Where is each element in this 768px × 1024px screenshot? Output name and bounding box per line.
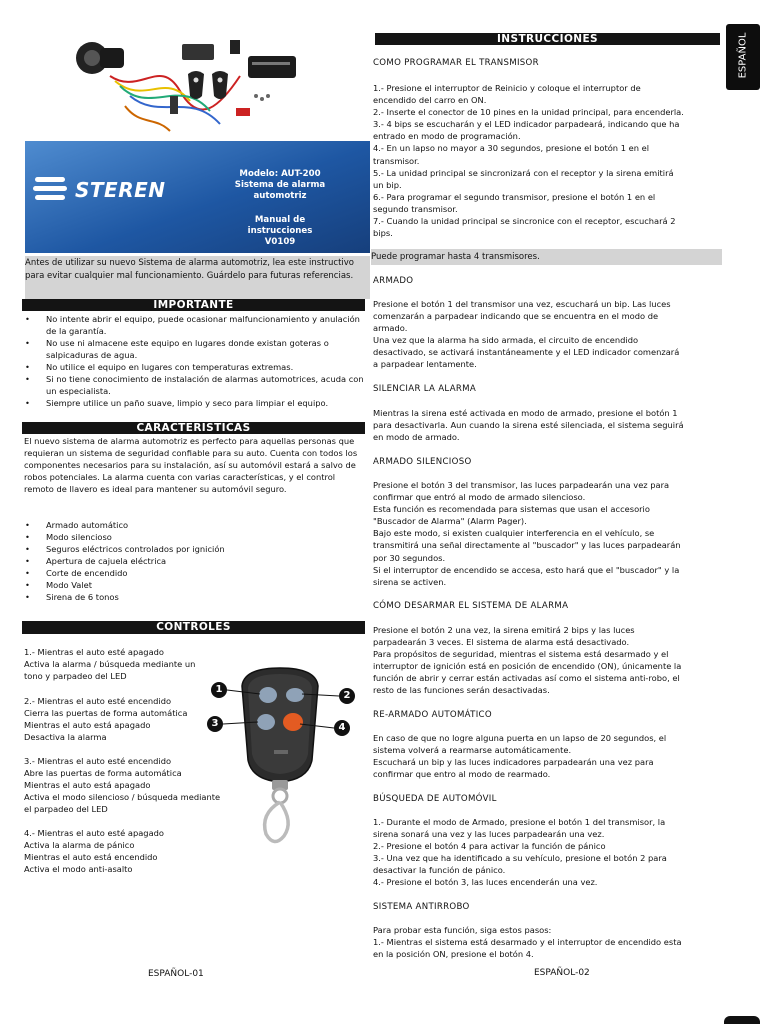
programar-note: Puede programar hasta 4 transmisores. [371, 249, 722, 265]
silenciar-title: SILENCIAR LA ALARMA [373, 384, 477, 394]
intro-note: Antes de utilizar su nuevo Sistema de alarma automotriz, lea este instructivo para evitar cualquier mal funcionamiento. Guárdelo para futuras referencias. [25, 256, 370, 299]
list-item: • Siempre utilice un paño suave, limpio y seco para limpiar el equipo. [24, 397, 369, 409]
silenciar-text: Mientras la sirena esté activada en modo de armado, presione el botón 1 para desactivarla. Aun cuando la sirena esté silenciada, el sistema seguirá en modo de armado. [373, 408, 684, 443]
desarmar-text: Presione el botón 2 una vez, la sirena emitirá 2 bips y las luces parpadearán 3 veces. El sistema de alarma está desactivado. Para propósitos de seguridad, mientras el sistema está desarmado y el interruptor de ignición está en posición de encendido (ON), únicamente la función de abrir y cerrar están activadas así como el sistema anti-robo, el resto de las funciones serán desactivadas. [373, 625, 682, 696]
busqueda-title: BÚSQUEDA DE AUTOMÓVIL [373, 794, 497, 804]
list-item: • Armado automático [24, 519, 324, 531]
instrucciones-heading: INSTRUCCIONES [375, 33, 720, 45]
list-item: • Modo silencioso [24, 531, 324, 543]
list-item: • Corte de encendido [24, 567, 324, 579]
controles-heading: CONTROLES [22, 621, 365, 634]
list-item: • Si no tiene conocimiento de instalación de alarmas automotrices, acuda con un especialista. [24, 373, 369, 397]
page-corner-tab [724, 1016, 760, 1024]
programar-steps: 1.- Presione el interruptor de Reinicio y coloque el interruptor de encendido del carro en ON. 2.- Inserte el conector de 10 pines en la unidad principal, para encenderla. 3.- 4 bips se escucharán y el LED indicador parpadeará, indicando que ha entrado en modo de programación. 4.- En un lapso no mayor a 30 segundos, presione el botón 1 en el transmisor. 5.- La unidad principal se sincronizará con el receptor y la sirena emitirá un bip. 6.- Para programar el segundo transmisor, presione el botón 1 en el segundo transmisor. 7.- Cuando la unidad principal se sincronice con el receptor, escuchará 2 bips. [373, 83, 684, 239]
callout-2-badge: 2 [339, 688, 355, 704]
list-item: • Modo Valet [24, 579, 324, 591]
armado-title: ARMADO [373, 276, 414, 286]
desc-line-2: automotriz [253, 191, 307, 201]
model-label: Modelo: AUT-200 [239, 169, 321, 179]
importante-heading: IMPORTANTE [22, 299, 365, 311]
list-item: • Sirena de 6 tonos [24, 591, 324, 603]
callout-4-badge: 4 [334, 720, 350, 736]
callout-lines [220, 680, 350, 740]
product-banner [25, 141, 370, 253]
product-kit-photo [70, 36, 310, 136]
language-side-tab [726, 24, 760, 90]
callout-3-badge: 3 [207, 716, 223, 732]
list-item: • Seguros eléctricos controlados por ignición [24, 543, 324, 555]
caracteristicas-text: El nuevo sistema de alarma automotriz es perfecto para aquellas personas que requieran un sistema de seguridad confiable para su auto. Cuenta con todos los componentes necesarios para su instalación, así su automóvil estará a salvo de robos potenciales. La alarma cuenta con varias características, y el control remoto de llavero es ideal para mantener su automóvil seguro. [24, 436, 358, 495]
banner-model-block [225, 169, 335, 248]
rearmado-title: RE-ARMADO AUTOMÁTICO [373, 710, 492, 720]
control-block-3: 3.- Mientras el auto esté encendido Abre las puertas de forma automática Mientras el auto está apagado Activa el modo silencioso / búsqueda mediante el parpadeo del LED [24, 756, 221, 815]
language-side-tab-label: ESPAÑOL [737, 32, 749, 79]
desarmar-title: CÓMO DESARMAR EL SISTEMA DE ALARMA [373, 601, 569, 611]
silencioso-title: ARMADO SILENCIOSO [373, 457, 472, 467]
importante-list [24, 313, 369, 409]
list-item: • No utilice el equipo en lugares con temperaturas extremas. [24, 361, 369, 373]
silencioso-text: Presione el botón 3 del transmisor, las luces parpadearán una vez para confirmar que entró al modo de armado silencioso. Esta función es recomendada para sistemas que usan el accesorio "Buscador de Alarma" (Alarm Pager). Bajo este modo, si existen cualquier interferencia en el vehículo, se transmitirá una señal directamente al "buscador" y las luces parpadearán por 30 segundos. Si el interruptor de encendido se accesa, esto hará que el "buscador" y la sirena se activen. [373, 480, 681, 587]
antirrobo-text: Para probar esta función, siga estos pasos: 1.- Mientras el sistema está desarmado y el interruptor de encendido esta en la posición ON, presione el botón 4. [373, 925, 682, 960]
list-item: • Apertura de cajuela eléctrica [24, 555, 324, 567]
desc-line-1: Sistema de alarma [234, 180, 326, 190]
programar-title: COMO PROGRAMAR EL TRANSMISOR [373, 58, 539, 68]
rearmado-text: En caso de que no logre alguna puerta en un lapso de 20 segundos, el sistema volverá a rearmarse automáticamente. Escuchará un bip y las luces indicadores parpadearán una vez para confirmar que entro al modo de rearmado. [373, 733, 667, 780]
page-footer-right: ESPAÑOL-02 [534, 968, 590, 978]
control-block-4: 4.- Mientras el auto esté apagado Activa la alarma de pánico Mientras el auto está encendido Activa el modo anti-asalto [24, 828, 164, 875]
armado-text: Presione el botón 1 del transmisor una vez, escuchará un bip. Las luces comenzarán a parpadear indicando que se encuentra en el modo de armado. Una vez que la alarma ha sido armada, el circuito de encendido desactivado, se activará instantáneamente y el LED indicador comenzará a parpadear lentamente. [373, 299, 680, 370]
antirrobo-title: SISTEMA ANTIRROBO [373, 902, 470, 912]
control-block-1: 1.- Mientras el auto esté apagado Activa la alarma / búsqueda mediante un tono y parpadeo del LED [24, 647, 196, 682]
caracteristicas-heading: CARACTERISTICAS [22, 422, 365, 434]
busqueda-text: 1.- Durante el modo de Armado, presione el botón 1 del transmisor, la sirena sonará una vez y las luces parpadearán una vez. 2.- Presione el botón 4 para activar la función de pánico 3.- Una vez que ha identificado a su vehículo, presione el botón 2 para desactivar la función de pánico. 4.- Presione el botón 3, las luces encenderán una vez. [373, 817, 667, 888]
manual-version: V0109 [264, 237, 296, 247]
steren-logo-icon [33, 175, 67, 203]
manual-line-1: Manual de instrucciones [247, 215, 313, 236]
callout-1-badge: 1 [211, 682, 227, 698]
control-block-2: 2.- Mientras el auto esté encendido Cierra las puertas de forma automática Mientras el auto está apagado Desactiva la alarma [24, 696, 188, 743]
page-footer-left: ESPAÑOL-01 [148, 969, 204, 979]
list-item: • No use ni almacene este equipo en lugares donde existan goteras o salpicaduras de agua. [24, 337, 369, 361]
features-list [24, 519, 324, 603]
brand-name: STEREN [75, 178, 166, 202]
list-item: • No intente abrir el equipo, puede ocasionar malfuncionamiento y anulación de la garantía. [24, 313, 369, 337]
